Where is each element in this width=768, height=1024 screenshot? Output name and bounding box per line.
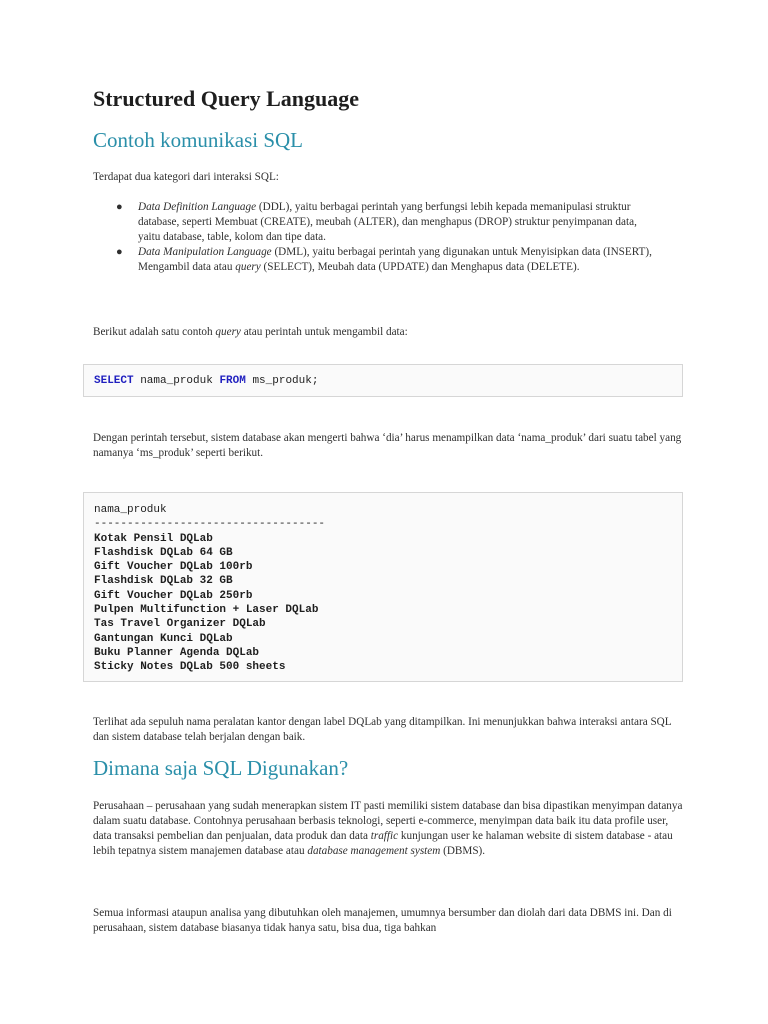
section-heading-dimana: Dimana saja SQL Digunakan? (93, 756, 349, 780)
sql-statement (94, 374, 672, 388)
sql-code-block (83, 364, 683, 397)
result-row: Gantungan Kunci DQLab (94, 632, 233, 645)
company-text-a: Perusahaan – perusahaan yang sudah menerapkan sistem IT pasti memiliki sistem database dan bisa dipastikan menyimpan datanya dalam suatu database. Contohnya perusahaan berbasis teknologi, seperti e-commerce, menyimpan data baik itu data profile user, data transaksi pembelian dan penjualan, data produk dan data (93, 800, 683, 842)
dml-term: Data Manipulation Language (138, 246, 272, 258)
explain-text: Dengan perintah tersebut, sistem database akan mengerti bahwa ‘dia’ harus menampilkan data ‘nama_produk’ dari suatu tabel yang namanya ‘ms_produk’ seperti berikut. (93, 432, 682, 459)
result-note-text: Terlihat ada sepuluh nama peralatan kantor dengan label DQLab yang ditampilkan. Ini menunjukkan bahwa interaksi antara SQL dan sistem database telah berjalan dengan baik. (93, 716, 672, 743)
result-row: Pulpen Multifunction + Laser DQLab (94, 604, 319, 617)
traffic-italic: traffic (370, 830, 399, 842)
query-intro-a: Berikut adalah satu contoh (93, 326, 216, 338)
sql-from-keyword: FROM (219, 375, 246, 387)
query-intro-italic: query (215, 326, 241, 338)
sql-column: nama_produk (133, 375, 220, 387)
result-row: Gift Voucher DQLab 250rb (94, 589, 253, 602)
result-row: Buku Planner Agenda DQLab (94, 646, 260, 659)
dml-query-word: query (235, 261, 261, 273)
dml-text-a: (DML), yaitu berbagai perintah yang digunakan untuk Menyisipkan data (INSERT), Mengambil data atau (138, 246, 652, 273)
result-row: Kotak Pensil DQLab (94, 532, 213, 545)
result-header: nama_produk (94, 504, 167, 516)
query-intro-text (93, 325, 683, 340)
company-text-c: (DBMS). (440, 845, 486, 857)
page-title: Structured Query Language (93, 86, 360, 111)
sql-table: ms_produk; (245, 375, 319, 387)
result-row: Gift Voucher DQLab 100rb (94, 561, 253, 574)
result-row: Flashdisk DQLab 32 GB (94, 575, 233, 588)
ddl-text: (DDL), yaitu berbagai perintah yang berfungsi lebih kepada memanipulasi struktur database, seperti Membuat (CREATE), meubah (ALTER), dan menghapus (DROP) struktur penyimpanan data, yaitu database, table, kolom dan tipe data. (138, 201, 637, 243)
interaction-category-list (93, 200, 653, 275)
result-row: Flashdisk DQLab 64 GB (94, 546, 233, 559)
dbms-italic: database management system (307, 845, 441, 857)
bullet-icon: ● (116, 246, 123, 258)
ddl-term: Data Definition Language (138, 201, 257, 213)
dml-text-b: (SELECT), Meubah data (UPDATE) dan Menghapus data (DELETE). (260, 261, 580, 273)
info-paragraph: Semua informasi ataupun analisa yang dibutuhkan oleh manajemen, umumnya bersumber dan diolah dari data DBMS ini. Dan di perusahaan, sistem database biasanya tidak hanya satu, bisa dua, tiga bahkan (93, 907, 672, 934)
result-separator: ----------------------------------- (94, 518, 326, 531)
list-item-ddl (93, 200, 653, 245)
list-item-dml (93, 245, 653, 275)
result-row: Sticky Notes DQLab 500 sheets (94, 661, 286, 674)
company-paragraph (93, 799, 683, 859)
query-result-block (83, 492, 683, 682)
sql-select-keyword: SELECT (94, 375, 134, 387)
result-row: Tas Travel Organizer DQLab (94, 618, 266, 631)
company-text-b: kunjungan user ke halaman website di sistem database - atau lebih tepatnya sistem manajemen database atau (93, 830, 673, 857)
section-heading-contoh: Contoh komunikasi SQL (93, 128, 304, 152)
bullet-icon: ● (116, 201, 123, 213)
intro-text: Terdapat dua kategori dari interaksi SQL: (93, 171, 279, 183)
query-intro-b: atau perintah untuk mengambil data: (240, 326, 408, 338)
